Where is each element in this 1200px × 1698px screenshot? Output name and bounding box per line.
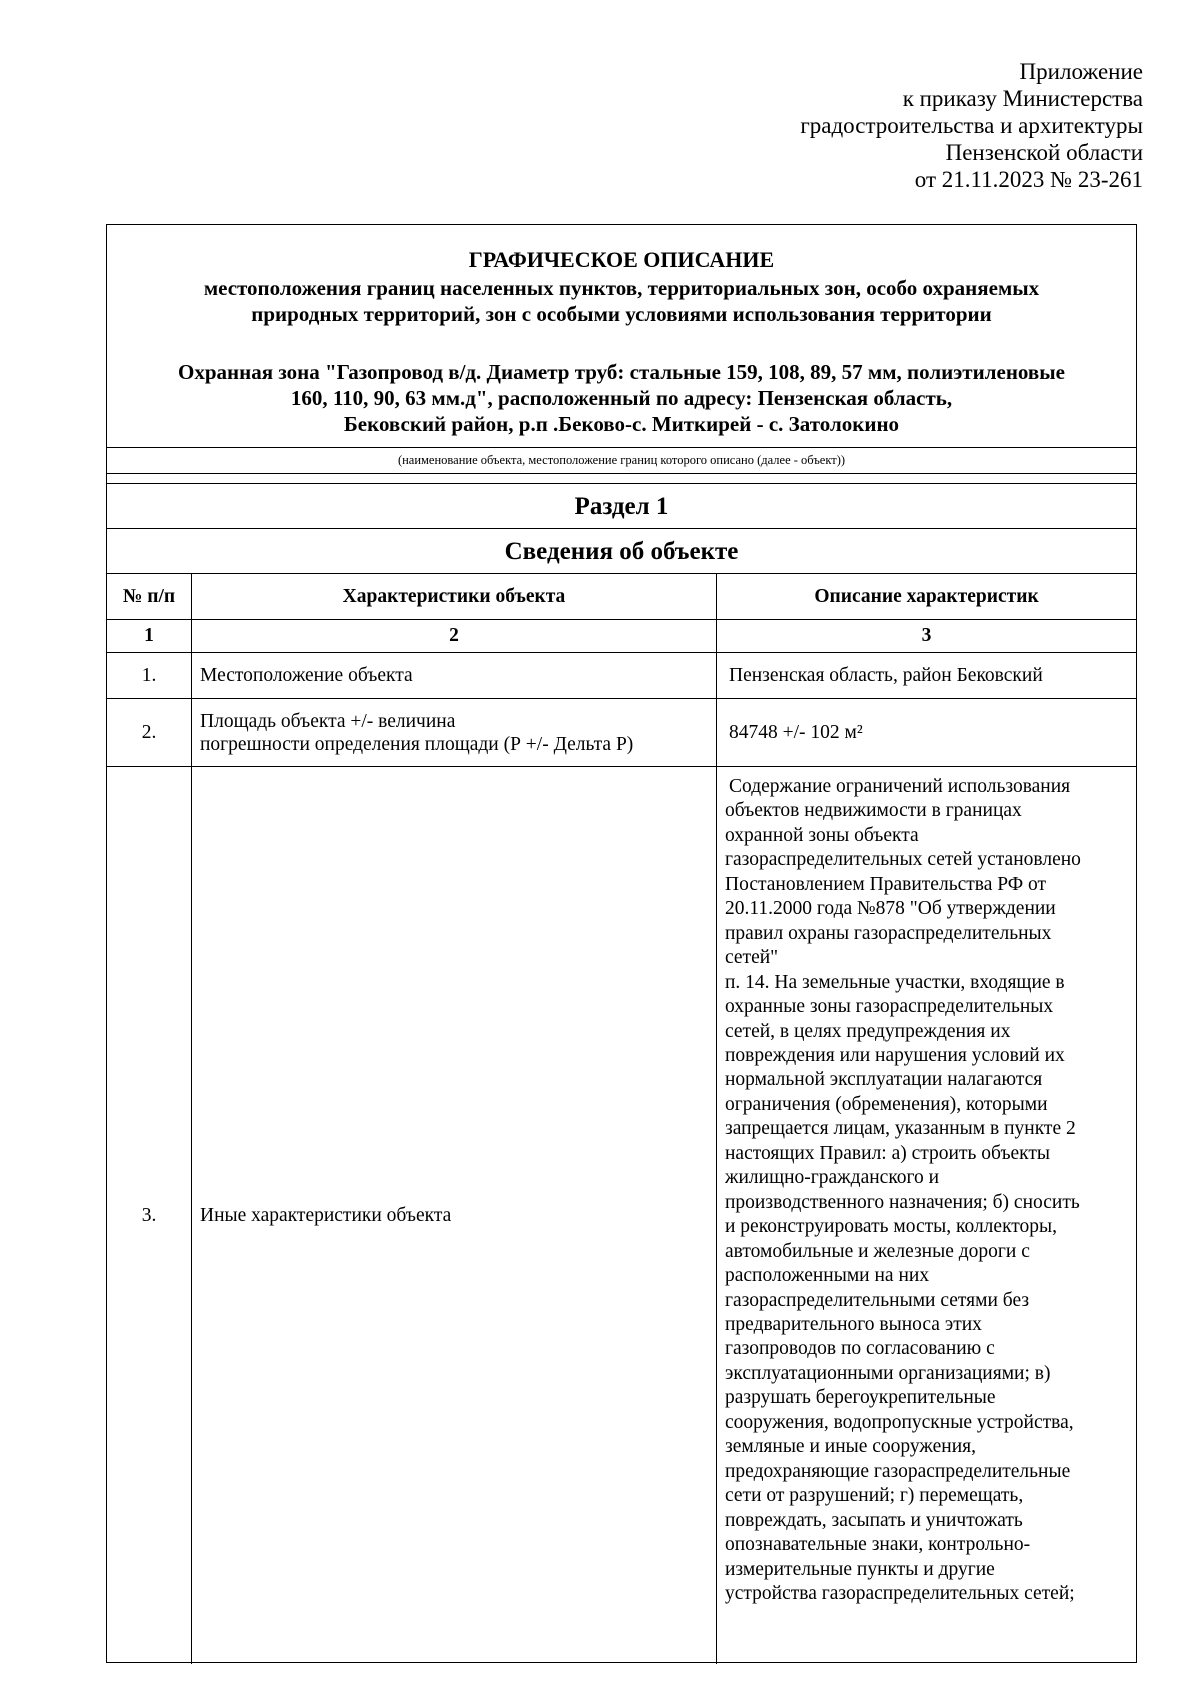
table-row-description [717, 767, 1136, 1664]
description-line: устройства газораспределительных сетей; [725, 1582, 1075, 1604]
table-row-description: Пензенская область, район Бековский [717, 653, 1136, 699]
table-row-description: 84748 +/- 102 м² [717, 699, 1136, 767]
column-number: 3 [717, 620, 1136, 653]
description-line: нормальной эксплуатации налагаются [725, 1069, 1043, 1091]
description-line: производственного назначения; б) сносить [725, 1191, 1080, 1213]
header-cell-description: Описание характеристик [717, 574, 1136, 620]
object-name-line: Бековский район, р.п .Беково-с. Миткирей - с. Затолокино [343, 412, 900, 436]
description-line: газопроводов по согласованию с [725, 1338, 995, 1360]
table-row-num: 1. [107, 653, 192, 699]
document-subtitle [107, 275, 1136, 327]
header-cell-characteristic: Характеристики объекта [192, 574, 717, 620]
column-number: 1 [107, 620, 192, 653]
description-line: сети от разрушений; г) перемещать, [725, 1485, 1024, 1507]
description-line: земляные и иные сооружения, [725, 1436, 977, 1458]
description-line: объектов недвижимости в границах [725, 800, 1022, 822]
description-line: Постановлением Правительства РФ от [725, 873, 1047, 895]
description-line: газораспределительными сетями без [725, 1289, 1030, 1311]
column-number: 2 [192, 620, 717, 653]
characteristic-line: Площадь объекта +/- величина [200, 710, 456, 732]
section-title: Раздел 1 [107, 483, 1136, 529]
description-line: охранной зоны объекта [725, 824, 919, 846]
header-cell-num: № п/п [107, 574, 192, 620]
description-line: запрещается лицам, указанным в пункте 2 [725, 1118, 1076, 1140]
object-name-note: (наименование объекта, местоположение границ которого описано (далее - объект)) [107, 448, 1136, 474]
section-subtitle: Сведения об объекте [107, 529, 1136, 574]
description-line: настоящих Правил: а) строить объекты [725, 1142, 1051, 1164]
subtitle-line: местоположения границ населенных пунктов, территориальных зон, особо охраняемых [203, 276, 1040, 300]
appendix-line: Пензенской области [945, 140, 1143, 165]
description-line: автомобильные и железные дороги с [725, 1240, 1030, 1262]
appendix-line: к приказу Министерства [902, 86, 1143, 111]
description-line: 20.11.2000 года №878 "Об утверждении [725, 898, 1056, 920]
appendix-order-date: от 21.11.2023 № 23-261 [914, 167, 1143, 192]
appendix-line: Приложение [1019, 59, 1143, 84]
subtitle-line: природных территорий, зон с особыми условиями использования территории [251, 302, 992, 326]
description-line: повреждать, засыпать и уничтожать [725, 1509, 1023, 1531]
appendix-line: градостроительства и архитектуры [800, 113, 1143, 138]
document-title: ГРАФИЧЕСКОЕ ОПИСАНИЕ [468, 247, 775, 272]
description-line: сетей" [725, 947, 779, 969]
description-line: предварительного выноса этих [725, 1313, 982, 1335]
description-line: разрушать берегоукрепительные [725, 1387, 996, 1409]
appendix-block [800, 58, 1143, 193]
description-line: жилищно-гражданского и [725, 1167, 940, 1189]
table-row-num: 2. [107, 699, 192, 767]
description-line: эксплуатационными организациями; в) [725, 1362, 1051, 1384]
description-line: сетей, в целях предупреждения их [725, 1020, 1011, 1042]
table-row-num: 3. [107, 767, 192, 1664]
description-line: ограничения (обременения), которыми [725, 1093, 1048, 1115]
description-line: расположенными на них [725, 1265, 930, 1287]
description-line: сооружения, водопропускные устройства, [725, 1411, 1074, 1433]
description-line: Содержание ограничений использования [729, 776, 1071, 797]
description-line: измерительные пункты и другие [725, 1558, 995, 1580]
description-line: и реконструировать мосты, коллекторы, [725, 1216, 1058, 1238]
characteristic-line: погрешности определения площади (Р +/- Дельта Р) [200, 733, 634, 755]
document-frame [106, 224, 1137, 1663]
description-line: газораспределительных сетей установлено [725, 849, 1081, 871]
description-line: опознавательные знаки, контрольно- [725, 1534, 1031, 1556]
table-row-characteristic: Иные характеристики объекта [192, 767, 717, 1664]
description-line: правил охраны газораспределительных [725, 922, 1052, 944]
object-name-line: 160, 110, 90, 63 мм.д", расположенный по адресу: Пензенская область, [290, 386, 953, 410]
object-name-line: Охранная зона "Газопровод в/д. Диаметр труб: стальные 159, 108, 89, 57 мм, полиэтиленовые [178, 360, 1065, 384]
object-name [107, 359, 1136, 437]
description-line: п. 14. На земельные участки, входящие в [725, 971, 1065, 993]
table-row-characteristic [192, 699, 717, 767]
description-line: повреждения или нарушения условий их [725, 1044, 1065, 1066]
description-line: охранные зоны газораспределительных [725, 996, 1054, 1018]
document-header [107, 225, 1136, 448]
description-line: предохраняющие газораспределительные [725, 1460, 1071, 1482]
table-row-characteristic: Местоположение объекта [192, 653, 717, 699]
